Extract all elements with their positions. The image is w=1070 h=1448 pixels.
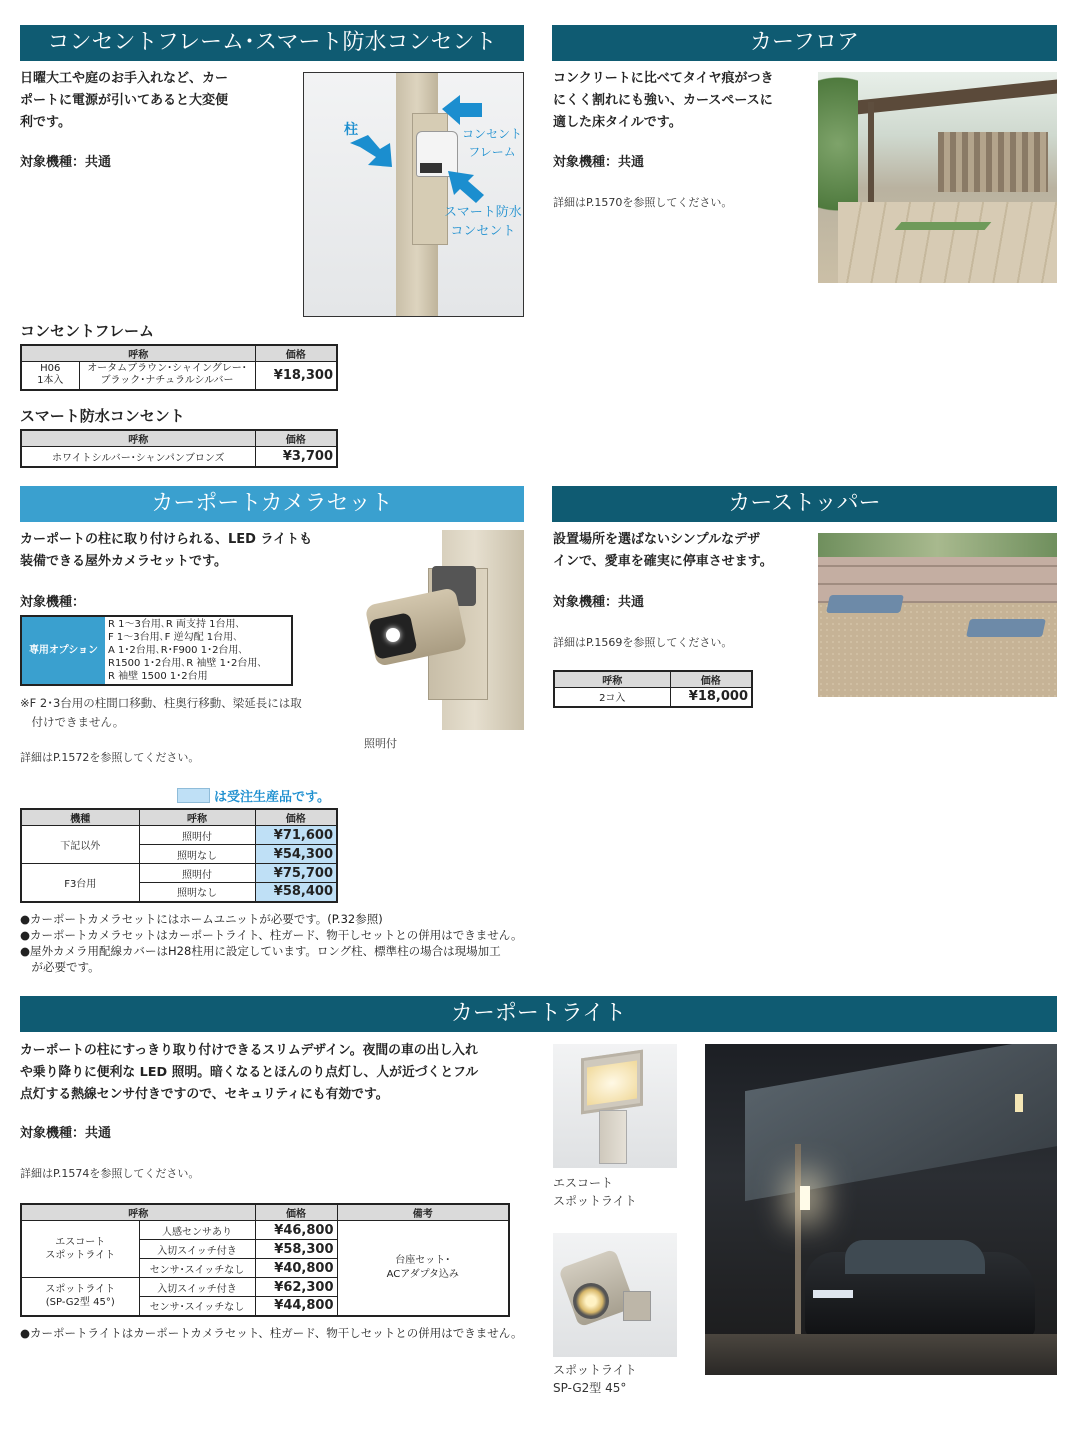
option-models: R 1〜3台用､R 両支持 1台用､ F 1〜3台用､F 逆勾配 1台用､ A 1･2台用､R･F900 1･2台用､ R1500 1･2台用､R 袖壁 1･2台用､ R 袖壁 1500 1･2台用: [108, 619, 263, 682]
camera-photo-caption: 照明付: [364, 737, 397, 750]
camera-description: カーポートの柱に取り付けられる、LED ライトも 装備できる屋外カメラセットです。: [20, 532, 313, 569]
option-label: 専用オプション: [22, 617, 105, 684]
section-header-outlet: コンセントフレーム･スマート防水コンセント: [20, 25, 524, 61]
camera-photo: [352, 530, 524, 730]
arrow-icon: [446, 169, 486, 205]
frame-label: コンセント フレーム: [462, 127, 523, 159]
light-target: 対象機種：共通: [20, 1126, 112, 1141]
carfloor-target: 対象機種：共通: [553, 155, 645, 170]
made-to-order-swatch: [177, 788, 210, 803]
light-glow: [587, 1060, 637, 1105]
carfloor-ref: 詳細はP.1570を参照してください。: [553, 196, 733, 209]
option-box: [20, 615, 293, 686]
outlet-target: 対象機種：共通: [20, 155, 112, 170]
carport-night-photo: [705, 1044, 1057, 1375]
stopper-left: [826, 595, 904, 613]
car-headlight: [813, 1290, 853, 1298]
frame-title: コンセントフレーム: [20, 322, 154, 340]
light-base: [599, 1110, 627, 1164]
camera-ref: 詳細はP.1572を参照してください。: [20, 751, 200, 764]
camera-light: [386, 628, 400, 642]
spot-lens: [573, 1283, 609, 1319]
carstopper-description: 設置場所を選ばないシンプルなデザ インで、愛車を確実に停車させます。: [553, 532, 773, 569]
ground: [705, 1334, 1057, 1375]
outlet-label: スマート防水 コンセント: [444, 205, 522, 239]
made-to-order-legend: は受注生産品です。: [214, 790, 330, 805]
outlet-description: 日曜大工や庭のお手入れなど、カー ポートに電源が引いてあると大変便 利です。: [20, 71, 229, 130]
arrow-icon: [350, 135, 396, 169]
section-header-carportlight: カーポートライト: [20, 996, 1057, 1032]
car-window: [845, 1240, 985, 1274]
outlet-title: スマート防水コンセント: [20, 407, 185, 425]
carfloor-description: コンクリートに比べてタイヤ痕がつき にくく割れにも強い、カースペースに 適した床タイルです。: [553, 71, 774, 130]
lamp-glow: [800, 1186, 810, 1210]
carstopper-photo: [818, 533, 1057, 697]
light-description: カーポートの柱にすっきり取り付けできるスリムデザイン。夜間の車の出し入れ や乗り降りに便利な LED 照明。暗くなるとほんのり点灯し、人が近づくとフル 点灯する熱線センサ付きですので、セキュリティにも有効です。: [20, 1043, 479, 1102]
tile-floor: [838, 202, 1057, 283]
outlet-photo: [303, 72, 524, 317]
stopper-right: [966, 619, 1046, 637]
arrow-icon: [442, 95, 482, 129]
frame-price-table: 呼称 価格 H06 1本入 オータムブラウン･シャイングレー･ ブラック･ナチュラルシルバー ¥18,300: [20, 344, 338, 391]
light-ref: 詳細はP.1574を参照してください。: [20, 1167, 200, 1180]
camera-note: ※F 2･3台用の柱間口移動、柱奥行移動、梁延長には取 付けできません。: [20, 696, 302, 729]
section-header-camera: カーポートカメラセット: [20, 486, 524, 522]
carfloor-photo: [818, 72, 1057, 283]
section-header-carfloor: カーフロア: [552, 25, 1057, 61]
camera-target: 対象機種：: [20, 595, 86, 610]
sp-spotlight-photo: [553, 1233, 677, 1357]
window-light: [1015, 1094, 1023, 1112]
carstopper-target: 対象機種：共通: [553, 595, 645, 610]
outlet-slot: [420, 163, 442, 173]
outlet-price-table: 呼称 価格 ホワイトシルバー･シャンパンブロンズ ¥3,700: [20, 429, 338, 468]
escort-caption: エスコート スポットライト: [553, 1176, 637, 1208]
grass-strip: [895, 222, 992, 230]
light-price-table: 呼称 価格 備考 エスコート スポットライト 人感センサあり ¥46,800 台座セット･ ACアダプタ込み 入切スイッチ付き ¥58,300 センサ･スイッチなし ¥40,800 スポットライト (SP-G2型 45°) 入切スイッチ付き ¥62,300 センサ･スイッチなし ¥44,800: [20, 1203, 510, 1317]
pillar-label: 柱: [344, 122, 358, 138]
hedge: [818, 533, 1057, 557]
light-bullet: ●カーポートライトはカーポートカメラセット、柱ガード、物干しセットとの併用はできません。: [20, 1326, 523, 1340]
carstopper-ref: 詳細はP.1569を参照してください。: [553, 636, 733, 649]
spot-mount: [623, 1291, 651, 1321]
camera-bullets: ●カーポートカメラセットにはホームユニットが必要です。(P.32参照) ●カーポートカメラセットはカーポートライト、柱ガード、物干しセットとの併用はできません。 ●屋外カメラ用配線カバーはH28柱用に設定しています。ロング柱、標準柱の場合は現場加工 が必要です。: [20, 912, 523, 974]
sp-caption: スポットライト SP-G2型 45°: [553, 1363, 637, 1395]
roof-panel: [745, 1044, 1057, 1201]
escort-spotlight-photo: [553, 1044, 677, 1168]
camera-price-table: 機種 呼称 価格 下記以外 照明付 ¥71,600 照明なし ¥54,300 F3台用 照明付 ¥75,700 照明なし ¥58,400: [20, 808, 338, 903]
carstopper-price-table: 呼称 価格 2コ入 ¥18,000: [553, 670, 753, 708]
section-header-carstopper: カーストッパー: [552, 486, 1057, 522]
fence: [938, 132, 1048, 192]
gravel-ground: [818, 603, 1057, 697]
